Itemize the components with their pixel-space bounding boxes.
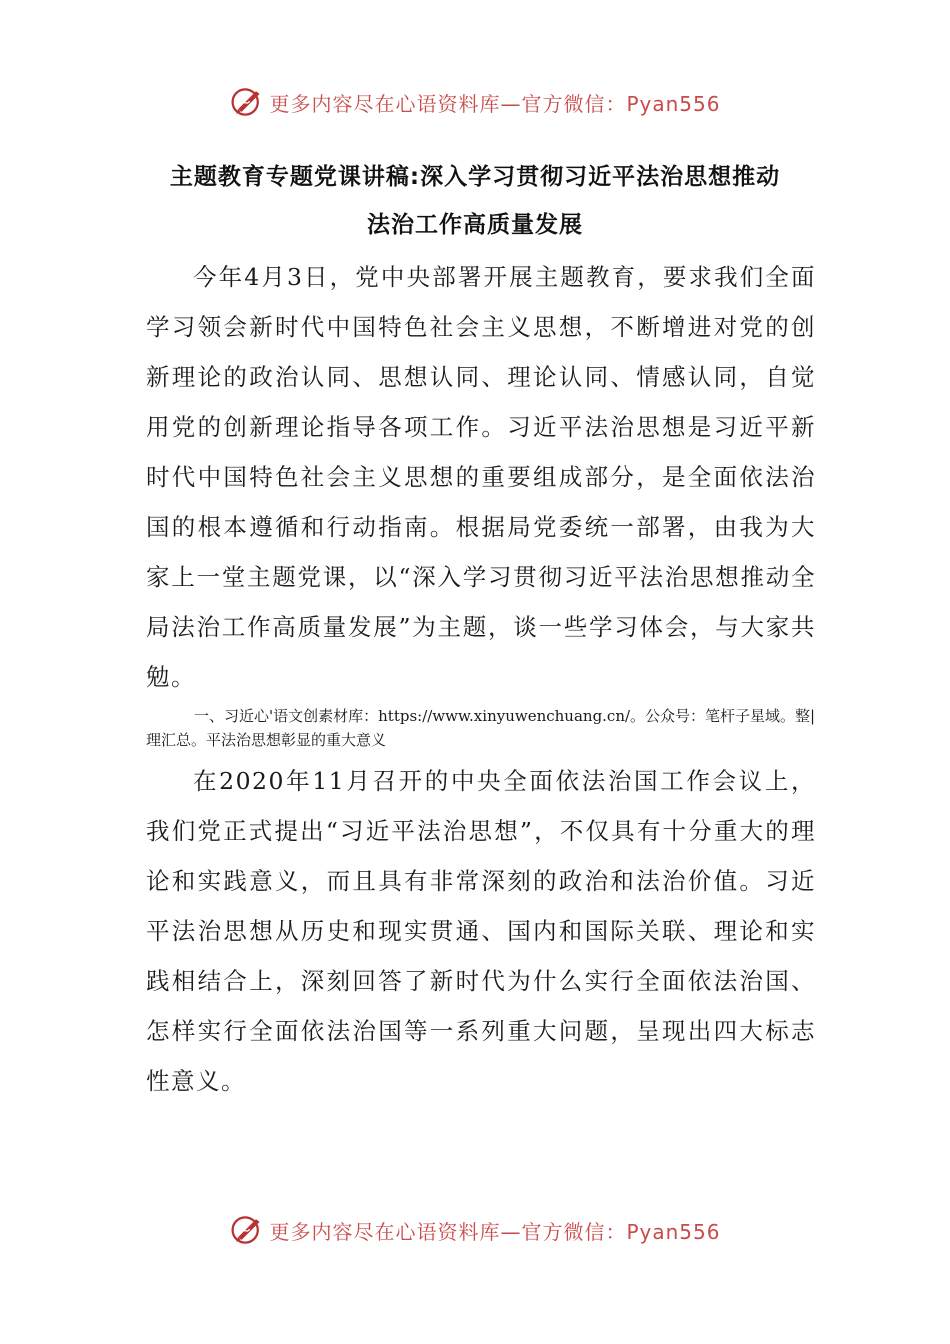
banner-text: 更多内容尽在心语资料库—官方微信：Pyan556	[269, 91, 721, 116]
banner-text: 更多内容尽在心语资料库—官方微信：Pyan556	[269, 1219, 721, 1244]
pen-logo-icon	[229, 84, 265, 120]
document-title-line-1: 主题教育专题党课讲稿:深入学习贯彻习近平法治思想推动	[169, 164, 781, 190]
body-paragraph-1: 今年4月3日，党中央部署开展主题教育，要求我们全面学习领会新时代中国特色社会主义思想，不断增进对党的创新理论的政治认同、思想认同、理论认同、情感认同，自觉用党的创新理论指导各项工作。习近平法治思想是习近平新时代中国特色社会主义思想的重要组成部分，是全面依法治国的根本遵循和行动指南。根据局党委统一部署，由我为大家上一堂主题党课，以“深入学习贯彻习近平法治思想推动全局法治工作高质量发展”为主题，谈一些学习体会，与大家共勉。	[146, 263, 816, 691]
body-paragraph-2: 在2020年11月召开的中央全面依法治国工作会议上，我们党正式提出“习近平法治思想”，不仅具有十分重大的理论和实践意义，而且具有非常深刻的政治和法治价值。习近平法治思想从历史和现实贯通、国内和国际关联、理论和实践相结合上，深刻回答了新时代为什么实行全面依法治国、怎样实行全面依法治国等一系列重大问题，呈现出四大标志性意义。	[146, 767, 816, 1095]
pen-logo-icon	[229, 1212, 265, 1248]
header-banner	[0, 80, 950, 124]
document-title-line-2: 法治工作高质量发展	[367, 212, 583, 238]
section-heading: 一、习近心'语文创素材库：https://www.xinyuwenchuang.cn/。公众号：笔杆子星域。整|理汇总。平法治思想彰显的重大意义	[146, 707, 816, 749]
footer-banner	[0, 1208, 950, 1252]
